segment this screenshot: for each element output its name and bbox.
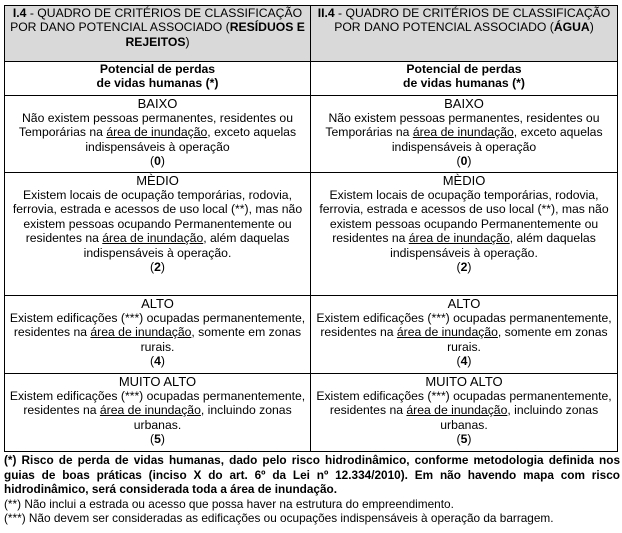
- left-baixo-text-a: Não existem pessoas permanentes, residentes ou Temporárias na: [18, 111, 293, 140]
- left-baixo-cell: [5, 96, 311, 173]
- left-header: [5, 6, 311, 62]
- right-header-number: II.4: [317, 6, 335, 20]
- criteria-table: [4, 5, 618, 452]
- right-muito-alto-value: [314, 432, 614, 446]
- paren-open: (: [456, 432, 461, 447]
- paren-open: (: [456, 154, 461, 169]
- row-muito-alto: [5, 374, 618, 452]
- right-header: [311, 6, 618, 62]
- left-alto-label: ALTO: [141, 296, 174, 311]
- left-muito-alto-text-a: Existem edificações (***) ocupadas permanentemente, residentes na: [9, 389, 306, 418]
- right-medio-cell: [311, 173, 618, 296]
- footnote-2: (**) Não inclui a estrada ou acesso que possa haver na estrutura do empreendimento.: [4, 496, 454, 511]
- left-header-number: I.4: [12, 6, 27, 20]
- row-alto: [5, 296, 618, 374]
- left-alto-value: [8, 354, 307, 368]
- subheader-row: [5, 62, 618, 96]
- left-baixo-label: BAIXO: [137, 96, 178, 111]
- right-medio-value-number: 2: [460, 260, 468, 275]
- right-header-title: - QUADRO DE CRITÉRIOS DE CLASSIFICAÇÃO POR DANO POTENCIAL ASSOCIADO (: [334, 6, 611, 35]
- left-alto-area-link: área de inundação: [90, 325, 192, 340]
- right-subheader-line2: de vidas humanas (*): [403, 76, 525, 91]
- left-muito-alto-value-number: 5: [154, 432, 161, 447]
- paren-close: ): [467, 154, 472, 169]
- paren-open: (: [150, 354, 155, 369]
- left-subheader: [5, 62, 311, 96]
- right-baixo-cell: [311, 96, 618, 173]
- right-alto-cell: [311, 296, 618, 374]
- row-medio: [5, 173, 618, 296]
- paren-close: ): [467, 432, 472, 447]
- left-baixo-value-number: 0: [154, 154, 161, 169]
- footnotes: [4, 453, 620, 526]
- left-muito-alto-cell: [5, 374, 311, 452]
- right-subheader: [311, 62, 618, 96]
- left-alto-text-b: , somente em zonas rurais.: [140, 325, 302, 354]
- right-alto-area-link: área de inundação: [396, 325, 498, 340]
- right-alto-value-number: 4: [460, 354, 468, 369]
- left-alto-cell: [5, 296, 311, 374]
- left-medio-label: MÈDIO: [136, 173, 179, 188]
- right-medio-value: [314, 260, 614, 274]
- right-alto-text-a: Existem edificações (***) ocupadas permanentemente, residentes na: [316, 311, 612, 340]
- left-baixo-value: [8, 154, 307, 168]
- right-medio-text-b: , além daquelas indispensáveis à operação.: [390, 231, 596, 260]
- left-medio-value-number: 2: [154, 260, 161, 275]
- right-muito-alto-cell: [311, 374, 618, 452]
- right-muito-alto-value-number: 5: [460, 432, 468, 447]
- left-medio-area-link: área de inundação: [102, 231, 204, 246]
- paren-open: (: [150, 154, 155, 169]
- left-alto-text-a: Existem edificações (***) ocupadas permanentemente, residentes na: [9, 311, 306, 340]
- right-baixo-text-b: , exceto aquelas indispensáveis à operação: [391, 125, 603, 154]
- right-baixo-value-number: 0: [460, 154, 468, 169]
- right-baixo-text-a: Não existem pessoas permanentes, residentes ou Temporárias na: [325, 111, 600, 140]
- right-alto-value: [314, 354, 614, 368]
- left-muito-alto-value: [8, 432, 307, 446]
- right-subheader-line1: Potencial de perdas: [406, 62, 522, 76]
- right-medio-text: [314, 188, 614, 260]
- left-medio-value: [8, 260, 307, 274]
- right-header-topic: ÁGUA: [553, 20, 590, 35]
- paren-close: ): [160, 354, 165, 369]
- right-medio-area-link: área de inundação: [408, 231, 510, 246]
- right-baixo-text: [314, 111, 614, 154]
- header-row: [5, 6, 618, 62]
- left-medio-text: [8, 188, 307, 260]
- paren-open: (: [150, 432, 155, 447]
- left-alto-value-number: 4: [154, 354, 161, 369]
- paren-close: ): [160, 260, 165, 275]
- paren-open: (: [456, 354, 461, 369]
- right-baixo-value: [314, 154, 614, 168]
- footnote-1: (*) Risco de perda de vidas humanas, dado pelo risco hidrodinâmico, conforme metodologia definida nos guias de boas práticas (inciso X do art. 6º da Lei nº 12.334/2010). Em não havendo mapa com risco hidrodinâmico, será considerada toda a área de inundação.: [4, 453, 620, 497]
- right-muito-alto-text-a: Existem edificações (***) ocupadas permanentemente, residentes na: [316, 389, 612, 418]
- right-alto-text: [314, 311, 614, 354]
- left-header-topic: RESÍDUOS E REJEITOS: [125, 20, 305, 49]
- left-muito-alto-area-link: área de inundação: [99, 403, 201, 418]
- paren-close: ): [467, 354, 472, 369]
- right-medio-text-a: Existem locais de ocupação temporárias, rodovia, ferrovia, estrada e acessos de uso local (**), mas não existem pessoas ocupando Permanentemente ou residentes na: [319, 188, 609, 246]
- paren-close: ): [160, 432, 165, 447]
- right-muito-alto-text: [314, 389, 614, 432]
- right-baixo-area-link: área de inundação: [412, 125, 514, 140]
- paren-open: (: [456, 260, 461, 275]
- left-baixo-text: [8, 111, 307, 154]
- paren-close: ): [160, 154, 165, 169]
- left-baixo-area-link: área de inundação: [106, 125, 208, 140]
- footnote-3: (***) Não devem ser consideradas as edificações ou ocupações indispensáveis à operação da barragem.: [4, 511, 554, 526]
- left-alto-text: [8, 311, 307, 354]
- left-medio-cell: [5, 173, 311, 296]
- right-medio-label: MÈDIO: [442, 173, 486, 188]
- left-header-title: - QUADRO DE CRITÉRIOS DE CLASSIFICAÇÃO POR DANO POTENCIAL ASSOCIADO (: [10, 6, 303, 35]
- left-medio-text-b: , além daquelas indispensáveis à operação.: [83, 231, 290, 260]
- left-subheader-line2: de vidas humanas (*): [96, 76, 219, 91]
- left-baixo-text-b: , exceto aquelas indispensáveis à operação: [85, 125, 297, 154]
- right-baixo-label: BAIXO: [444, 96, 484, 111]
- row-baixo: [5, 96, 618, 173]
- right-muito-alto-label: MUITO ALTO: [425, 374, 503, 389]
- right-alto-label: ALTO: [447, 296, 481, 311]
- left-muito-alto-label: MUITO ALTO: [118, 374, 197, 389]
- right-muito-alto-area-link: área de inundação: [406, 403, 508, 418]
- paren-close: ): [467, 260, 472, 275]
- paren-open: (: [150, 260, 155, 275]
- left-header-close: ): [185, 34, 190, 49]
- right-alto-text-b: , somente em zonas rurais.: [447, 325, 608, 354]
- right-header-close: ): [589, 20, 594, 35]
- left-muito-alto-text-b: , incluindo zonas urbanas.: [133, 403, 292, 432]
- left-medio-text-a: Existem locais de ocupação temporárias, rodovia, ferrovia, estrada e acessos de uso local (**), mas não existem pessoas ocupando Permanentemente ou residentes na: [12, 188, 303, 246]
- right-muito-alto-text-b: , incluindo zonas urbanas.: [440, 403, 599, 432]
- left-muito-alto-text: [8, 389, 307, 432]
- left-subheader-line1: Potencial de perdas: [99, 62, 216, 76]
